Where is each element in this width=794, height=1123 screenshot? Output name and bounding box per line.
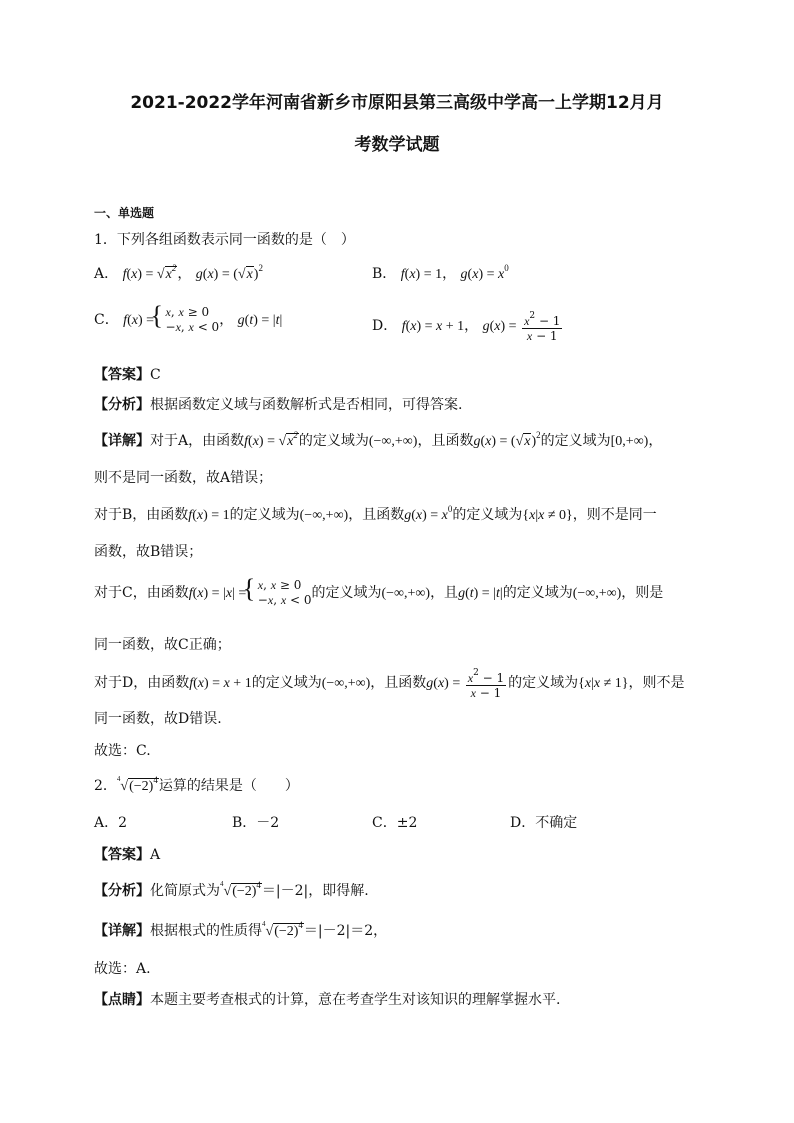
q1-detail-line-1: 【详解】对于A，由函数$f(x) = √x^2$的定义域为(−∞,+∞)，且函数$g(x) = (√x)^2$的定义域为[0,+∞)， — [94, 430, 663, 449]
q2-analysis: 【分析】化简原式为$^4√(-2)^4=|-2|$，即得解. — [94, 880, 369, 899]
q1-detail-line-7: 对于D，由函数f(x) = x + 1的定义域为(−∞,+∞)，且函数g(x) = $\frac{x^2 - 1}{x - 1}$ 的定义域为{x|x ≠ 1}，则不是 — [94, 668, 685, 700]
section-heading: 一、单选题 — [94, 206, 155, 220]
option-d-label: D． — [372, 318, 398, 334]
q1-detail-line-4: 函数，故B错误； — [94, 544, 203, 560]
q2-option-d: D．不确定 — [510, 815, 578, 831]
q1-option-a: A． $f(x) = √x^2$， $g(x) = (√x)^2$ — [94, 263, 263, 282]
q2-detail: 【详解】根据根式的性质得$^4√(-2)^4=|-2|=2$， — [94, 920, 388, 939]
q1-option-c: C． f(x) = { x, x ≥ 0 −x, x < 0， g(t) = |t| — [94, 305, 282, 335]
q1-detail-line-2: 则不是同一函数，故A错误； — [94, 470, 273, 486]
q1-detail-line-6: 同一函数，故C正确； — [94, 637, 231, 653]
q2-option-b: B．－2 — [232, 815, 280, 831]
q1-stem: 1．下列各组函数表示同一函数的是（ ） — [94, 232, 355, 248]
q2-choose: 故选：A. — [94, 961, 151, 977]
q2-answer: 【答案】A — [94, 847, 161, 863]
q1-detail-line-3: 对于B，由函数f(x) = 1的定义域为(−∞,+∞)，且函数$g(x) = x^0$的定义域为{x|x ≠ 0}，则不是同一 — [94, 504, 657, 523]
option-a-label: A． — [94, 266, 119, 282]
q2-option-c: C．±2 — [372, 815, 418, 831]
q1-analysis: 【分析】根据函数定义域与函数解析式是否相同，可得答案. — [94, 397, 463, 413]
q1-option-b: B． f(x) = 1， $g(x) = x^0$ — [372, 263, 509, 282]
q1-option-d: D． f(x) = x + 1， g(x) = $\frac{x^2 - 1}{x - 1}$ — [372, 311, 561, 343]
q2-option-a: A．2 — [94, 815, 128, 831]
q1-detail-line-8: 同一函数，故D错误. — [94, 711, 222, 727]
q2-comment: 【点睛】本题主要考查根式的计算，意在考查学生对该知识的理解掌握水平. — [94, 992, 561, 1008]
q1-choose: 故选：C. — [94, 743, 151, 759]
option-b-label: B． — [372, 266, 397, 282]
title-line-1: 2021-2022学年河南省新乡市原阳县第三高级中学高一上学期12月月 — [130, 93, 664, 113]
q2-stem: 2．$^4√(-2)^4$运算的结果是（ ） — [94, 775, 299, 794]
q1-answer: 【答案】C — [94, 367, 161, 383]
title-line-2: 考数学试题 — [354, 135, 440, 155]
q1-detail-line-5: 对于C，由函数f(x) = |x| = { x, x ≥ 0 −x, x < 0的定义域为(−∞,+∞)，且g(t) = |t|的定义域为(−∞,+∞)，则是 — [94, 578, 663, 608]
option-c-label: C． — [94, 312, 119, 328]
